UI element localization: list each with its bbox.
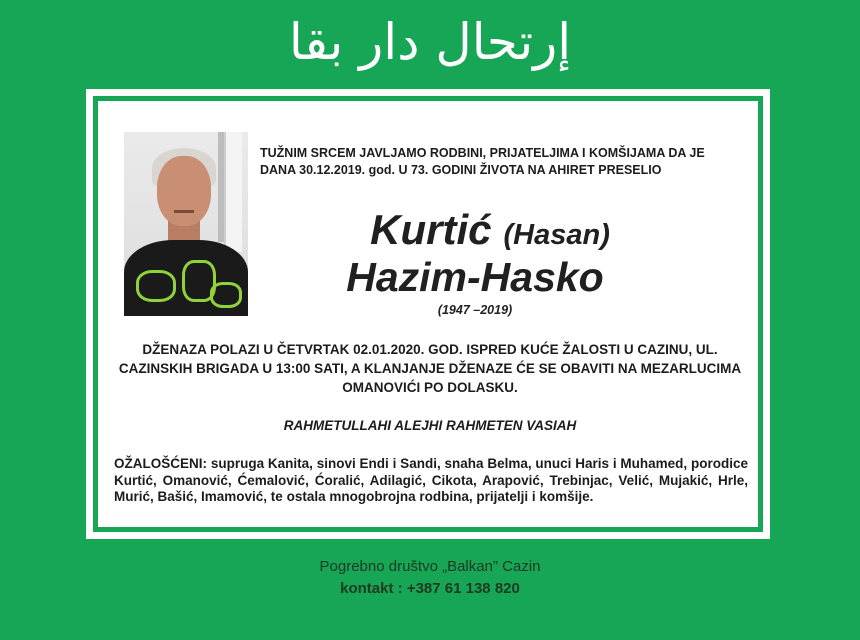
prayer-line: RAHMETULLAHI ALEJHI RAHMETEN VASIAH bbox=[283, 418, 577, 433]
funeral-info: DŽENAZA POLAZI U ČETVRTAK 02.01.2020. GOD. ISPRED KUĆE ŽALOSTI U CAZINU, UL. CAZINSKIH BRIGADA U 13:00 SATI, A KLANJANJE DŽENAZE ĆE SE OBAVITI NA MEZARLUCIMA OMANOVIĆI PO DOLASKU. bbox=[118, 342, 742, 395]
deceased-photo bbox=[124, 132, 248, 316]
funeral-company: Pogrebno društvo „Balkan” Cazin bbox=[319, 558, 541, 575]
arabic-calligraphy-title: إرتحال دار بقا bbox=[288, 13, 572, 71]
announcement-text: TUŽNIM SRCEM JAVLJAMO RODBINI, PRIJATELJIMA I KOMŠIJAMA DA JE DANA 30.12.2019. god. U 73. GODINI ŽIVOTA NA AHIRET PRESELIO bbox=[260, 146, 705, 177]
contact-info: kontakt : +387 61 138 820 bbox=[340, 580, 520, 597]
father-name: (Hasan) bbox=[503, 219, 610, 251]
surname: Kurtić bbox=[370, 206, 492, 253]
footer bbox=[0, 556, 860, 600]
full-name: Hazim-Hasko bbox=[346, 254, 604, 300]
life-years: (1947 –2019) bbox=[437, 303, 513, 317]
mourners-list: OŽALOŠĆENI: supruga Kanita, sinovi Endi i Sandi, snaha Belma, unuci Haris i Muhamed, porodice Kurtić, Omanović, Ćemalović, Ćoralić, Adilagić, Cikota, Arapović, Trebinjac, Velić, Mujakić, Hrle, Murić, Bašić, Imamović, te ostala mnogobrojna rodbina, prijatelji i komšije. bbox=[114, 456, 748, 504]
